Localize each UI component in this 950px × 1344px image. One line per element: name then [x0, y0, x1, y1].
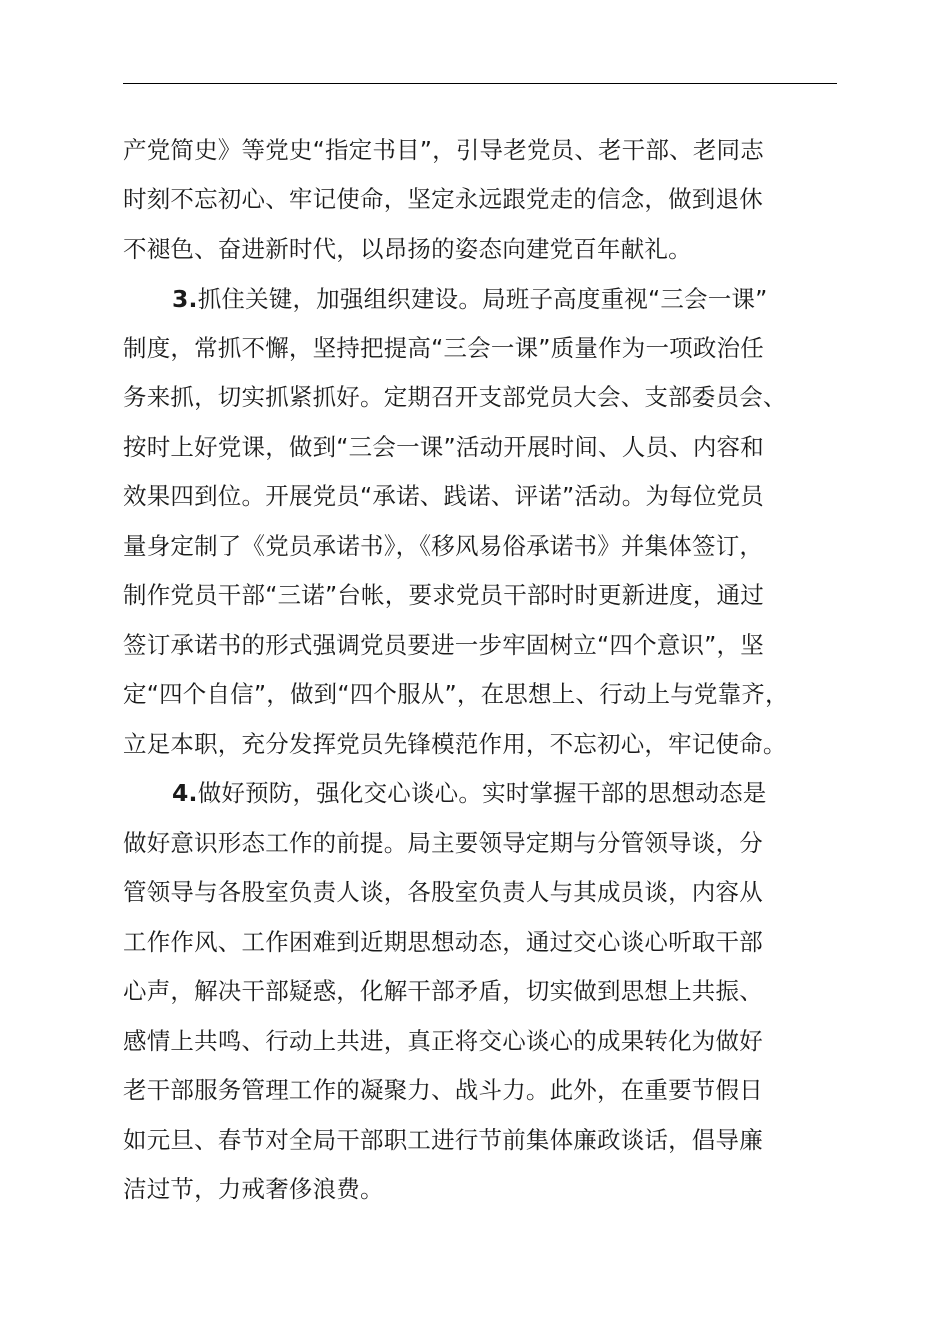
text-line: 老干部服务管理工作的凝聚力、战斗力。此外，在重要节假日: [123, 1076, 763, 1104]
text-line: 工作作风、工作困难到近期思想动态，通过交心谈心听取干部: [123, 928, 763, 956]
paragraph-4-first-line: [172, 777, 767, 809]
text-line: 制度，常抓不懈，坚持把提高“三会一课”质量作为一项政治任: [123, 334, 764, 362]
text-line: 按时上好党课，做到“三会一课”活动开展时间、人员、内容和: [123, 433, 764, 461]
text-line: 产党简史》等党史“指定书目”，引导老党员、老干部、老同志: [123, 136, 764, 164]
section-heading-text: 做好预防，强化交心谈心。实时掌握干部的思想动态是: [197, 779, 767, 807]
section-number: 4.: [172, 779, 198, 807]
text-line: 时刻不忘初心、牢记使命，坚定永远跟党走的信念，做到退休: [123, 185, 763, 213]
paragraph-3-first-line: [172, 283, 768, 315]
text-line: 感情上共鸣、行动上共进，真正将交心谈心的成果转化为做好: [123, 1027, 763, 1055]
text-line: 务来抓，切实抓紧抓好。定期召开支部党员大会、支部委员会、: [123, 383, 787, 411]
text-line: 制作党员干部“三诺”台帐，要求党员干部时时更新进度，通过: [123, 581, 764, 609]
text-line: 效果四到位。开展党员“承诺、践诺、评诺”活动。为每位党员: [123, 482, 764, 510]
text-line: 如元旦、春节对全局干部职工进行节前集体廉政谈话，倡导廉: [123, 1126, 763, 1154]
text-line: 量身定制了《党员承诺书》，《移风易俗承诺书》并集体签订，: [123, 532, 764, 560]
text-line: 心声，解决干部疑惑，化解干部矛盾，切实做到思想上共振、: [123, 977, 763, 1005]
text-line: 定“四个自信”，做到“四个服从”，在思想上、行动上与党靠齐，: [123, 680, 789, 708]
text-line: 立足本职，充分发挥党员先锋模范作用，不忘初心，牢记使命。: [123, 730, 787, 758]
text-line: 管领导与各股室负责人谈，各股室负责人与其成员谈，内容从: [123, 878, 763, 906]
text-line: 洁过节，力戒奢侈浪费。: [123, 1175, 384, 1203]
section-number: 3.: [172, 285, 198, 313]
text-line: 做好意识形态工作的前提。局主要领导定期与分管领导谈，分: [123, 829, 763, 857]
section-heading-text: 抓住关键，加强组织建设。局班子高度重视“三会一课”: [197, 285, 768, 313]
text-line: 签订承诺书的形式强调党员要进一步牢固树立“四个意识”，坚: [123, 631, 764, 659]
text-line: 不褪色、奋进新时代，以昂扬的姿态向建党百年献礼。: [123, 235, 692, 263]
header-rule: [123, 83, 837, 84]
